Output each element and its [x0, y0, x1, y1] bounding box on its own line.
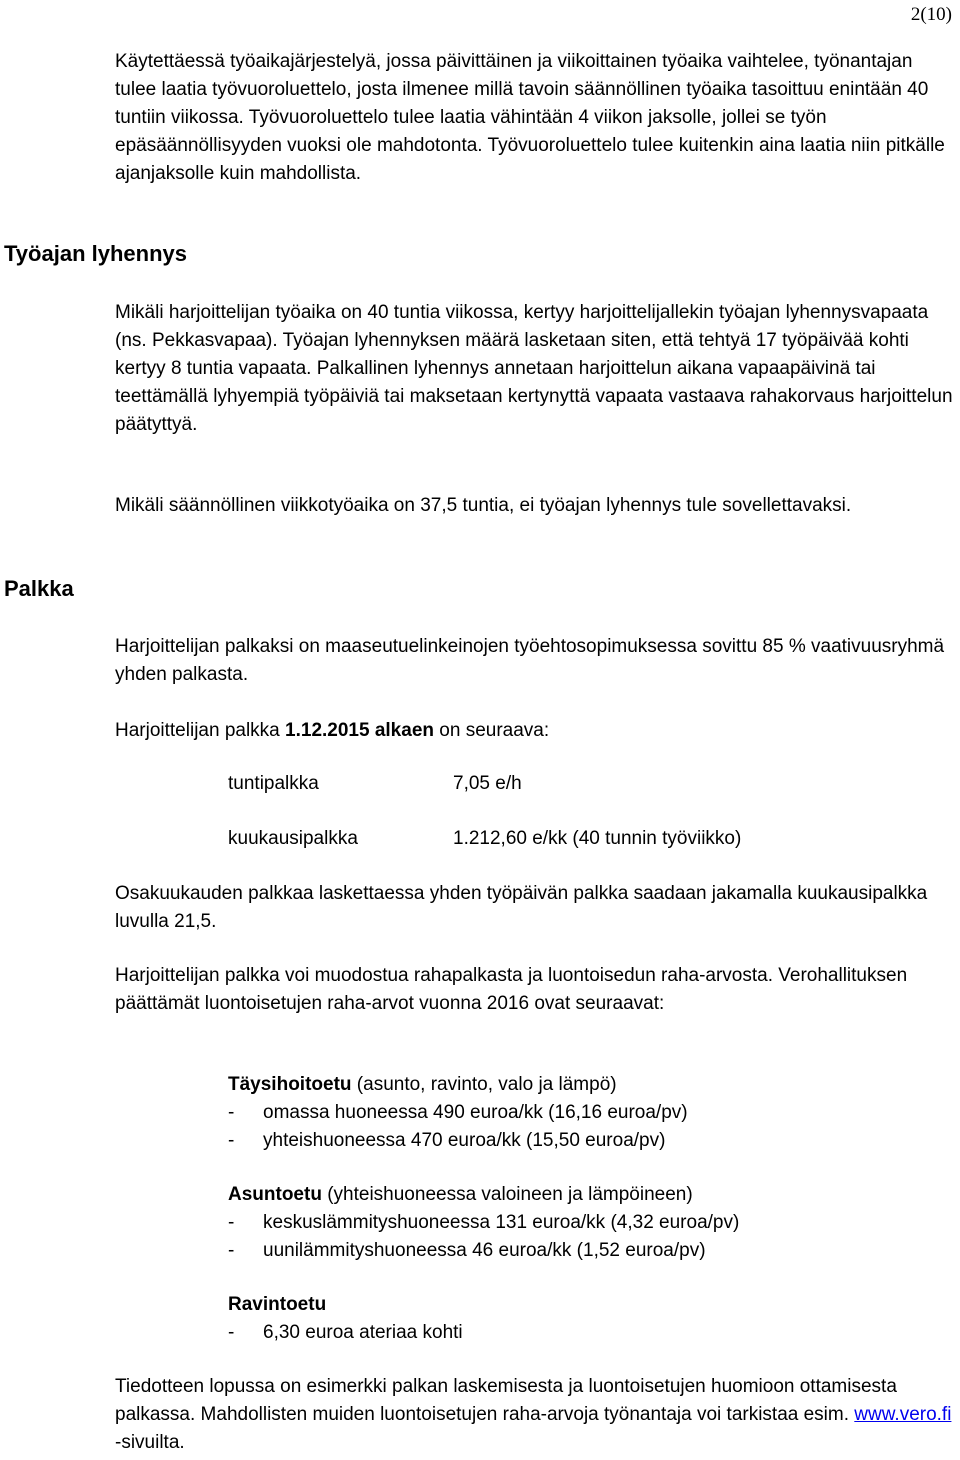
benefit-title: Täysihoitoetu: [228, 1074, 352, 1095]
benefit-item: [228, 1237, 948, 1265]
salary-paragraph-1: Harjoittelijan palkaksi on maaseutuelinkeinojen työehtosopimuksessa sovittu 85 % vaativuusryhmä yhden palkasta.: [115, 636, 945, 685]
salary-paragraph-2: [115, 717, 955, 745]
salary-paragraph-4: Harjoittelijan palkka voi muodostua rahapalkasta ja luontoisedun raha-arvosta. Verohallituksen päättämät luontoisetujen raha-arvot vuonna 2016 ovat seuraavat:: [115, 965, 908, 1014]
salary-paragraph-3: Osakuukauden palkkaa laskettaessa yhden työpäivän palkka saadaan jakamalla kuukausipalkka luvulla 21,5.: [115, 883, 928, 932]
heading-tyoajan-lyhennys: Työajan lyhennys: [4, 241, 187, 266]
benefit-note: (yhteishuoneessa valoineen ja lämpöineen): [321, 1184, 693, 1205]
benefit-title: Ravintoetu: [228, 1294, 327, 1315]
heading-palkka: Palkka: [4, 576, 74, 601]
benefit-item: [228, 1127, 948, 1155]
rate-value-hourly: 7,05 e/h: [453, 773, 522, 794]
salary-p2-before: Harjoittelijan palkka: [115, 720, 286, 741]
benefit-item: [228, 1099, 948, 1127]
benefit-item-text: keskuslämmityshuoneessa 131 euroa/kk (4,32 euroa/pv): [263, 1212, 740, 1233]
dash: -: [228, 1212, 235, 1233]
benefit-item-text: 6,30 euroa ateriaa kohti: [263, 1322, 463, 1343]
final-text-after: -sivuilta.: [115, 1432, 185, 1453]
final-paragraph: [115, 1373, 955, 1457]
dash: -: [228, 1130, 235, 1151]
reduction-paragraph-2: Mikäli säännöllinen viikkotyöaika on 37,5 tuntia, ei työajan lyhennys tule sovellettavaksi.: [115, 495, 852, 516]
benefit-item-text: uunilämmityshuoneessa 46 euroa/kk (1,52 euroa/pv): [263, 1240, 706, 1261]
rate-value-monthly: 1.212,60 e/kk (40 tunnin työviikko): [453, 828, 742, 849]
page-number: 2(10): [910, 4, 952, 25]
benefit-item: [228, 1319, 948, 1347]
benefit-housing: [228, 1181, 948, 1265]
benefit-meals: [228, 1291, 948, 1347]
vero-link[interactable]: www.vero.fi: [854, 1404, 952, 1425]
rate-label-hourly: tuntipalkka: [228, 773, 319, 794]
dash: -: [228, 1240, 235, 1261]
dash: -: [228, 1102, 235, 1123]
dash: -: [228, 1322, 235, 1343]
benefit-item: [228, 1209, 948, 1237]
salary-p2-date: 1.12.2015 alkaen: [285, 720, 434, 741]
benefit-title: Asuntoetu: [228, 1184, 322, 1205]
benefit-full-board: [228, 1071, 948, 1155]
rate-label-monthly: kuukausipalkka: [228, 828, 358, 849]
final-text-before: Tiedotteen lopussa on esimerkki palkan laskemisesta ja luontoisetujen huomioon ottamisesta palkassa. Mahdollisten muiden luontoisetujen raha-arvoja työnantaja voi tarkistaa esim.: [115, 1376, 897, 1425]
benefit-item-text: omassa huoneessa 490 euroa/kk (16,16 euroa/pv): [263, 1102, 688, 1123]
benefit-item-text: yhteishuoneessa 470 euroa/kk (15,50 euroa/pv): [263, 1130, 666, 1151]
reduction-paragraph-1: Mikäli harjoittelijan työaika on 40 tuntia viikossa, kertyy harjoittelijallekin työajan lyhennysvapaata (ns. Pekkasvapaa). Työajan lyhennyksen määrä lasketaan siten, että tehtyä 17 työpäivää kohti kertyy 8 tuntia vapaata. Palkallinen lyhennys annetaan harjoittelun aikana vapaapäivinä tai teettämällä lyhyempiä työpäiviä tai maksetaan kertynyttä vapaata vastaava rahakorvaus harjoittelun päätyttyä.: [115, 302, 953, 435]
benefit-note: (asunto, ravinto, valo ja lämpö): [351, 1074, 617, 1095]
salary-p2-after: on seuraava:: [434, 720, 550, 741]
intro-paragraph: Käytettäessä työaikajärjestelyä, jossa päivittäinen ja viikoittainen työaika vaihtelee, työnantajan tulee laatia työvuoroluettelo, josta ilmenee millä tavoin säännöllinen työaika tasoittuu enintään 40 tuntiin viikossa. Työvuoroluettelo tulee laatia vähintään 4 viikon jaksolle, jollei se työn epäsäännöllisyyden vuoksi ole mahdotonta. Työvuoroluettelo tulee kuitenkin aina laatia niin pitkälle ajanjaksolle kuin mahdollista.: [115, 51, 945, 184]
